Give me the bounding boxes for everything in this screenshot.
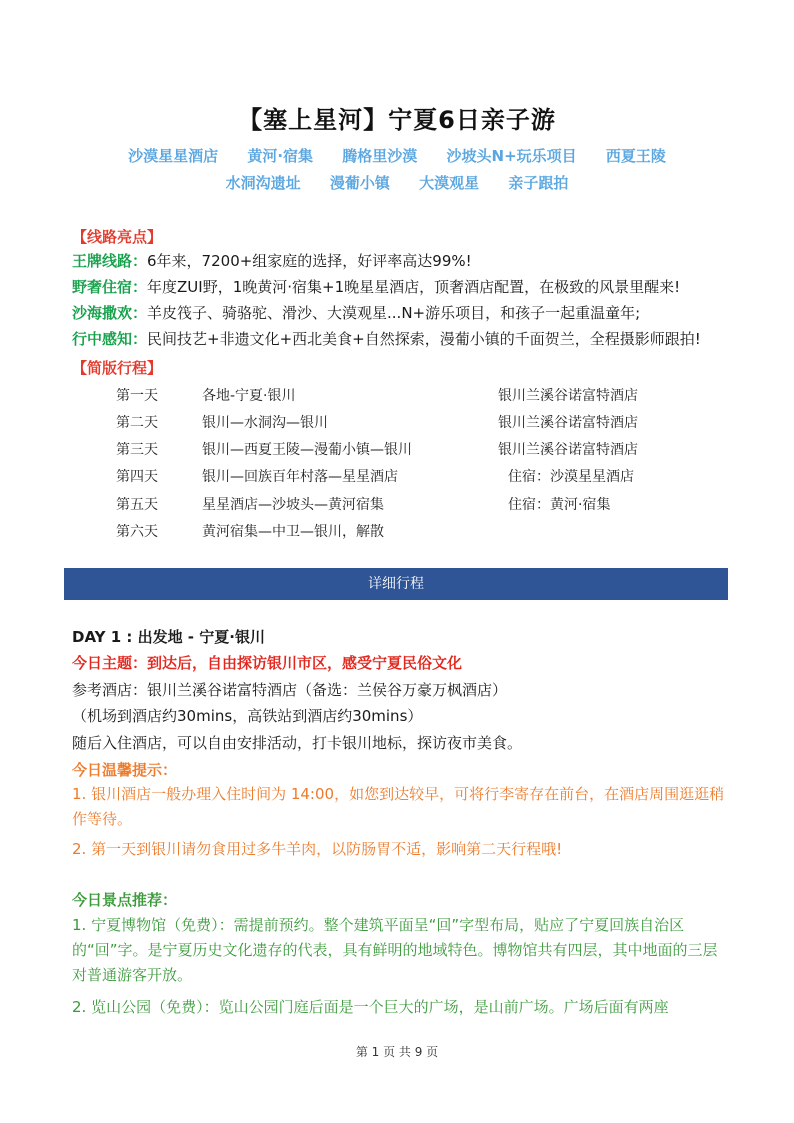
highlight-line: [72, 304, 732, 322]
schedule-day: 第三天: [116, 442, 158, 458]
highlight-text: 年度ZUI野，1晚黄河·宿集+1晚星星酒店，顶奢酒店配置，在极致的风景里醒来!: [147, 278, 681, 296]
page-footer: 第 1 页 共 9 页: [355, 1045, 439, 1059]
day1-spot: 2. 览山公园（免费）：览山公园门庭后面是一个巨大的广场，是山前广场。广场后面有两座: [72, 998, 669, 1016]
schedule-route: 银川—回族百年村落—星星酒店: [202, 469, 398, 485]
feature-tags-row-1: [0, 145, 794, 166]
feature-tag: 黄河·宿集: [247, 147, 314, 165]
feature-tag: 大漠观星: [419, 174, 480, 192]
day1-spot: 1. 宁夏博物馆（免费）：需提前预约。整个建筑平面呈“回”字型布局，贴应了宁夏回族自治区的“回”字。是宁夏历史文化遗存的代表，具有鲜明的地域特色。博物馆共有四层，其中地面的三层对普通游客开放。: [72, 916, 718, 984]
day1-heading: DAY 1 : 出发地 - 宁夏·银川: [72, 628, 265, 646]
feature-tag: 水洞沟遗址: [225, 174, 301, 192]
day1-theme: 今日主题：到达后，自由探访银川市区，感受宁夏民俗文化: [72, 654, 463, 672]
day1-transfer: （机场到酒店约30mins，高铁站到酒店约30mins）: [72, 707, 423, 725]
schedule-hotel: 银川兰溪谷诺富特酒店: [498, 442, 638, 458]
highlight-line: [72, 252, 732, 270]
day1-tip: 1. 银川酒店一般办理入住时间为 14:00，如您到达较早，可将行李寄存在前台，在酒店周围逛逛稍作等待。: [72, 785, 725, 828]
schedule-day: 第六天: [116, 524, 158, 540]
highlight-key: 沙海撒欢：: [72, 304, 148, 322]
schedule-hotel: 住宿：黄河·宿集: [508, 497, 611, 513]
day1-spots-heading: 今日景点推荐：: [72, 891, 178, 909]
highlights-heading: 【线路亮点】: [72, 228, 163, 246]
feature-tag: 漫葡小镇: [329, 174, 390, 192]
schedule-route: 星星酒店—沙坡头—黄河宿集: [202, 497, 384, 513]
schedule-route: 银川—水洞沟—银川: [202, 415, 328, 431]
highlight-text: 6年来，7200+组家庭的选择，好评率高达99%!: [147, 252, 472, 270]
highlight-key: 行中感知：: [72, 330, 148, 348]
schedule-hotel: 住宿：沙漠星星酒店: [508, 469, 634, 485]
schedule-hotel: 银川兰溪谷诺富特酒店: [498, 388, 638, 404]
day1-tip: 2. 第一天到银川请勿食用过多牛羊肉，以防肠胃不适，影响第二天行程哦!: [72, 840, 563, 858]
feature-tag: 腾格里沙漠: [342, 147, 418, 165]
schedule-route: 黄河宿集—中卫—银川，解散: [202, 524, 384, 540]
schedule-route: 银川—西夏王陵—漫葡小镇—银川: [202, 442, 412, 458]
detailed-itinerary-banner: 详细行程: [64, 568, 728, 600]
schedule-day: 第四天: [116, 469, 158, 485]
highlight-key: 野奢住宿：: [72, 278, 148, 296]
highlight-key: 王牌线路：: [72, 252, 148, 270]
day1-tips-heading: 今日温馨提示：: [72, 761, 178, 779]
highlight-line: [72, 330, 732, 348]
feature-tag: 沙漠星星酒店: [128, 147, 219, 165]
day1-checkin: 随后入住酒店，可以自由安排活动，打卡银川地标，探访夜市美食。: [72, 734, 523, 752]
schedule-day: 第二天: [116, 415, 158, 431]
schedule-day: 第一天: [116, 388, 158, 404]
feature-tag: 亲子跟拍: [508, 174, 569, 192]
highlight-text: 羊皮筏子、骑骆驼、滑沙、大漠观星...N+游乐项目，和孩子一起重温童年;: [147, 304, 641, 322]
feature-tag: 沙坡头N+玩乐项目: [446, 147, 577, 165]
feature-tags-row-2: [0, 172, 794, 193]
page-title: 【塞上星河】宁夏6日亲子游: [238, 106, 556, 134]
feature-tag: 西夏王陵: [605, 147, 666, 165]
highlight-text: 民间技艺+非遗文化+西北美食+自然探索，漫葡小镇的千面贺兰，全程摄影师跟拍!: [147, 330, 701, 348]
day1-hotel: 参考酒店：银川兰溪谷诺富特酒店（备选：兰侯谷万豪万枫酒店）: [72, 681, 508, 699]
schedule-route: 各地-宁夏·银川: [202, 388, 296, 404]
schedule-hotel: 银川兰溪谷诺富特酒店: [498, 415, 638, 431]
schedule-day: 第五天: [116, 497, 158, 513]
brief-itinerary-heading: 【简版行程】: [72, 359, 163, 377]
highlight-line: [72, 278, 732, 296]
